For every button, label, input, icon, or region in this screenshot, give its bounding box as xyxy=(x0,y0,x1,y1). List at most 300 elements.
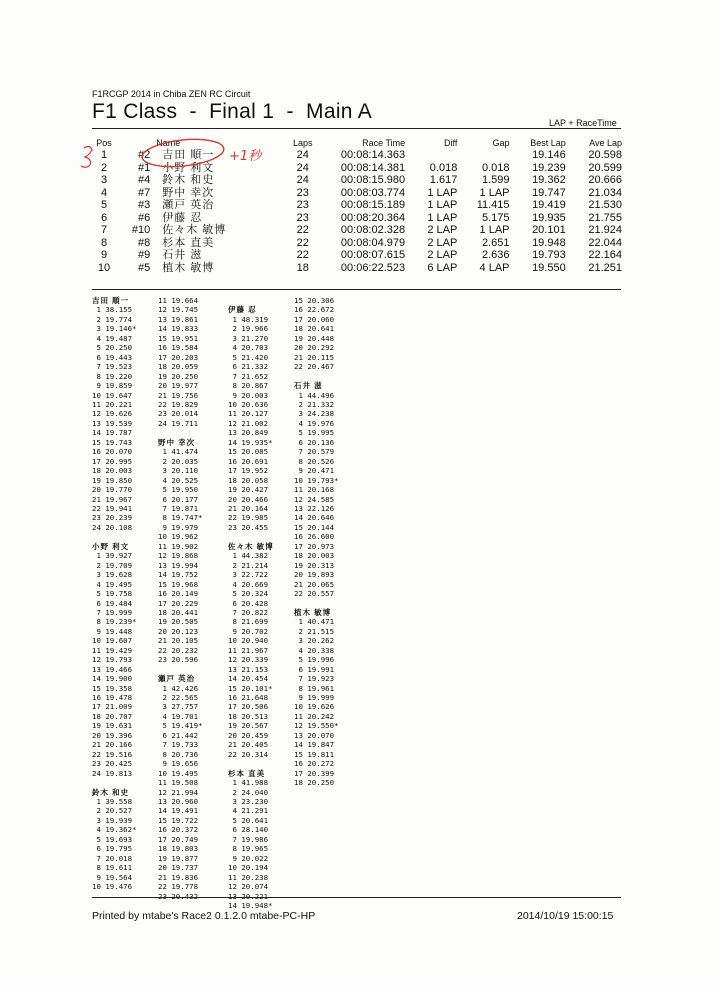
lap-time-row: 20 20.292 xyxy=(294,343,335,353)
lap-time-row: 7 20.822 xyxy=(228,607,269,617)
lap-time-row: 3 24.238 xyxy=(294,409,335,419)
result-laps-cell: 24 xyxy=(296,174,309,187)
lap-time-row: 3 19.146* xyxy=(92,324,137,334)
lap-time-row: 1 38.155 xyxy=(92,305,133,315)
lap-time-row: 11 20.221 xyxy=(92,399,133,409)
driver-lap-block xyxy=(294,599,339,788)
lap-time-row: 14 19.900 xyxy=(92,674,133,684)
printed-at: 2014/10/19 15:00:15 xyxy=(517,910,614,922)
results-table xyxy=(92,137,622,274)
lap-time-row: 2 19.966 xyxy=(228,324,269,334)
lap-time-row: 14 19.787 xyxy=(92,428,133,438)
result-ave-cell: 20.598 xyxy=(588,149,622,162)
result-row xyxy=(92,262,622,275)
result-ave-cell: 20.599 xyxy=(588,161,622,174)
result-best-cell: 19.362 xyxy=(532,174,566,187)
driver-name: 瀬戸 英治 xyxy=(158,674,196,684)
lap-time-row: 7 19.999 xyxy=(92,607,133,617)
lap-time-row: 14 19.948* xyxy=(228,901,273,910)
result-pos-cell: 1 xyxy=(100,149,108,162)
lap-time-row: 9 20.702 xyxy=(228,626,269,636)
lap-column xyxy=(228,296,274,910)
result-diff-cell: 0.018 xyxy=(429,161,458,174)
results-header-row xyxy=(92,137,622,149)
result-diff-cell: 1.617 xyxy=(429,174,458,187)
col-header-name: Name xyxy=(156,138,181,148)
result-best-cell: 19.948 xyxy=(532,236,566,249)
result-name-cell: 吉田 順一 xyxy=(162,149,215,162)
lap-time-row: 2 21.214 xyxy=(228,560,269,570)
lap-time-row: 11 19.664 xyxy=(158,296,199,305)
lap-time-row: 15 19.951 xyxy=(158,333,199,343)
lap-time-row: 2 20.527 xyxy=(92,806,133,816)
lap-time-row: 2 21.332 xyxy=(294,399,335,409)
lap-time-row: 15 19.811 xyxy=(294,749,335,759)
result-laps-cell: 24 xyxy=(296,149,309,162)
lap-time-row: 1 41.474 xyxy=(158,447,199,457)
lap-time-row: 2 19.709 xyxy=(92,560,133,570)
result-diff-cell: 2 LAP xyxy=(427,224,458,237)
lap-time-row: 13 20.221 xyxy=(228,891,269,901)
lap-time-row: 17 20.995 xyxy=(92,456,133,466)
lap-time-row: 14 19.847 xyxy=(294,740,335,750)
result-name-cell: 石井 滋 xyxy=(162,249,203,262)
lap-time-row: 1 42.426 xyxy=(158,683,199,693)
lap-time-row: 11 20.242 xyxy=(294,711,335,721)
lap-time-row: 13 20.960 xyxy=(158,797,199,807)
lap-time-row: 7 20.579 xyxy=(294,447,335,457)
lap-time-row: 18 20.003 xyxy=(294,551,335,561)
lap-time-row: 20 20.459 xyxy=(228,730,269,740)
lap-time-row: 24 19.711 xyxy=(158,418,199,428)
col-header-best-lap: Best Lap xyxy=(530,138,566,148)
result-car-cell: #1 xyxy=(137,161,151,174)
result-pos-cell: 3 xyxy=(100,174,108,187)
result-name-cell: 植木 敏博 xyxy=(162,261,215,274)
lap-time-row: 21 20.164 xyxy=(228,503,269,513)
lap-time-row: 13 21.153 xyxy=(228,664,269,674)
result-gap-cell: 11.415 xyxy=(476,199,510,212)
result-time-cell: 00:08:15.980 xyxy=(340,174,406,187)
driver-lap-block xyxy=(158,665,203,901)
lap-time-row: 1 39.558 xyxy=(92,797,133,807)
lap-time-row: 16 26.600 xyxy=(294,532,335,542)
lap-time-row: 11 19.429 xyxy=(92,645,133,655)
result-gap-cell: 0.018 xyxy=(481,161,510,174)
result-best-cell: 19.550 xyxy=(532,261,566,274)
lap-time-row: 22 20.557 xyxy=(294,589,335,599)
lap-time-row: 20 19.893 xyxy=(294,570,335,580)
lap-time-row: 12 19.626 xyxy=(92,409,133,419)
col-header-race-time: Race Time xyxy=(362,138,406,148)
lap-time-row: 13 19.539 xyxy=(92,418,133,428)
lap-time-row: 19 20.567 xyxy=(228,721,269,731)
driver-lap-block xyxy=(92,532,137,778)
lap-time-row: 18 20.441 xyxy=(158,607,199,617)
driver-lap-block xyxy=(158,296,203,428)
lap-time-row: 6 21.442 xyxy=(158,730,199,740)
lap-time-row: 3 27.757 xyxy=(158,702,199,712)
lap-time-row: 12 20.074 xyxy=(228,882,269,892)
result-ave-cell: 21.251 xyxy=(588,261,622,274)
handwritten-plus-one-second: +1秒 xyxy=(229,149,262,164)
lap-time-row: 23 20.596 xyxy=(158,655,199,665)
lap-time-row: 6 19.443 xyxy=(92,352,133,362)
lap-time-row: 3 22.722 xyxy=(228,570,269,580)
lap-column xyxy=(294,296,339,788)
lap-time-row: 5 19.419* xyxy=(158,721,203,731)
lap-time-row: 15 19.722 xyxy=(158,815,199,825)
result-name-cell: 鈴木 和史 xyxy=(162,174,215,187)
lap-time-row: 6 19.484 xyxy=(92,598,133,608)
lap-time-row: 9 19.999 xyxy=(294,693,335,703)
lap-time-row: 2 24.040 xyxy=(228,787,269,797)
lap-time-row: 18 20.250 xyxy=(294,778,335,788)
result-row xyxy=(92,212,622,225)
lap-time-row: 8 20.526 xyxy=(294,456,335,466)
result-diff-cell: 2 LAP xyxy=(427,249,458,262)
lap-time-row: 16 20.070 xyxy=(92,447,133,457)
lap-time-row: 4 20.525 xyxy=(158,475,199,485)
block-spacer xyxy=(294,372,339,381)
lap-time-row: 9 19.564 xyxy=(92,872,133,882)
lap-time-row: 11 20.238 xyxy=(228,872,269,882)
lap-time-row: 23 20.239 xyxy=(92,513,133,523)
lap-time-row: 1 44.496 xyxy=(294,390,335,400)
driver-name: 小野 利文 xyxy=(92,541,130,551)
lap-column xyxy=(158,296,203,901)
result-row xyxy=(92,187,622,200)
lap-time-row: 17 20.060 xyxy=(294,314,335,324)
lap-time-row: 24 20.108 xyxy=(92,522,133,532)
lap-time-row: 13 22.126 xyxy=(294,503,335,513)
lap-time-row: 14 19.833 xyxy=(158,324,199,334)
printed-by: Printed by mtabe's Race2 0.1.2.0 mtabe-PC-HP xyxy=(92,910,316,922)
result-name-cell: 佐々木 敏博 xyxy=(162,224,227,237)
lap-time-row: 4 19.487 xyxy=(92,333,133,343)
result-car-cell: #9 xyxy=(137,249,151,262)
result-time-cell: 00:08:04.979 xyxy=(340,236,406,249)
lap-time-row: 2 22.565 xyxy=(158,693,199,703)
results-rule xyxy=(92,289,621,290)
result-row xyxy=(92,249,622,262)
lap-time-row: 22 20.467 xyxy=(294,362,335,372)
result-gap-cell xyxy=(457,149,509,162)
driver-name: 植木 敏博 xyxy=(294,607,332,617)
result-ave-cell: 21.034 xyxy=(588,186,622,199)
driver-name: 野中 幸次 xyxy=(158,437,196,447)
lap-time-row: 12 20.339 xyxy=(228,655,269,665)
lap-time-row: 3 20.262 xyxy=(294,636,335,646)
lap-time-row: 8 19.747* xyxy=(158,513,203,523)
driver-lap-block xyxy=(228,532,274,759)
result-pos-cell: 10 xyxy=(97,261,111,274)
driver-name: 佐々木 敏博 xyxy=(228,541,274,551)
report-subtitle: LAP + RaceTime xyxy=(549,118,617,128)
lap-time-row: 16 19.478 xyxy=(92,693,133,703)
lap-time-row: 1 48.319 xyxy=(228,314,269,324)
lap-time-row: 1 41.988 xyxy=(228,778,269,788)
lap-time-row: 16 20.272 xyxy=(294,759,335,769)
result-ave-cell: 21.924 xyxy=(588,224,622,237)
lap-time-row: 8 19.220 xyxy=(92,371,133,381)
result-diff-cell: 6 LAP xyxy=(427,261,458,274)
result-time-cell: 00:08:07.615 xyxy=(340,249,406,262)
lap-time-row: 18 20.059 xyxy=(158,362,199,372)
result-name-cell: 瀬戸 英治 xyxy=(162,199,215,212)
driver-lap-block xyxy=(92,778,137,891)
lap-time-row: 5 19.950 xyxy=(158,485,199,495)
block-spacer xyxy=(92,532,137,541)
lap-time-row: 19 20.448 xyxy=(294,333,335,343)
lap-time-row: 9 19.859 xyxy=(92,381,133,391)
result-time-cell: 00:08:20.364 xyxy=(340,211,406,224)
lap-time-row: 21 20.065 xyxy=(294,579,335,589)
lap-time-row: 13 19.466 xyxy=(92,664,133,674)
lap-time-row: 4 19.701 xyxy=(158,711,199,721)
driver-lap-block xyxy=(294,296,339,372)
lap-time-row: 12 19.868 xyxy=(158,551,199,561)
result-best-cell: 19.793 xyxy=(532,249,566,262)
lap-time-row: 5 20.324 xyxy=(228,589,269,599)
result-time-cell: 00:08:14.363 xyxy=(340,149,406,162)
lap-time-row: 2 21.515 xyxy=(294,626,335,636)
lap-time-row: 3 19.628 xyxy=(92,570,133,580)
lap-time-row: 22 19.829 xyxy=(158,399,199,409)
lap-time-row: 17 20.749 xyxy=(158,834,199,844)
result-time-cell: 00:08:14.381 xyxy=(340,161,406,174)
lap-time-row: 21 19.756 xyxy=(158,390,199,400)
lap-time-row: 21 19.967 xyxy=(92,494,133,504)
lap-time-row: 18 20.641 xyxy=(294,324,335,334)
result-car-cell: #5 xyxy=(137,261,151,274)
lap-time-row: 4 19.495 xyxy=(92,579,133,589)
lap-time-row: 11 21.967 xyxy=(228,645,269,655)
result-gap-cell: 2.651 xyxy=(481,236,510,249)
result-ave-cell: 20.666 xyxy=(588,174,622,187)
lap-time-row: 15 20.306 xyxy=(294,296,335,305)
footer-rule xyxy=(92,897,621,898)
lap-time-row: 12 19.793 xyxy=(92,655,133,665)
lap-time-row: 15 19.743 xyxy=(92,437,133,447)
page-title: F1 Class - Final 1 - Main A xyxy=(92,100,373,123)
lap-time-row: 8 19.239* xyxy=(92,617,137,627)
result-time-cell: 00:06:22.523 xyxy=(340,261,406,274)
lap-time-row: 17 19.952 xyxy=(228,466,269,476)
block-spacer xyxy=(158,428,203,437)
driver-lap-block xyxy=(294,372,339,599)
result-laps-cell: 23 xyxy=(296,186,309,199)
result-car-cell: #7 xyxy=(137,186,151,199)
lap-time-row: 4 19.976 xyxy=(294,418,335,428)
lap-time-row: 10 19.647 xyxy=(92,390,133,400)
lap-time-row: 13 19.994 xyxy=(158,560,199,570)
lap-time-row: 4 19.362* xyxy=(92,825,137,835)
lap-time-row: 13 20.849 xyxy=(228,428,269,438)
lap-time-row: 18 19.803 xyxy=(158,844,199,854)
lap-time-row: 8 19.965 xyxy=(228,844,269,854)
lap-time-row: 19 19.631 xyxy=(92,721,133,731)
result-laps-cell: 23 xyxy=(296,199,309,212)
lap-time-row: 19 19.877 xyxy=(158,853,199,863)
result-pos-cell: 7 xyxy=(100,224,108,237)
lap-time-row: 6 20.177 xyxy=(158,494,199,504)
result-time-cell: 00:08:15.189 xyxy=(340,199,406,212)
block-spacer xyxy=(92,778,137,787)
lap-time-row: 20 20.466 xyxy=(228,494,269,504)
lap-time-row: 14 20.646 xyxy=(294,513,335,523)
result-row xyxy=(92,199,622,212)
lap-time-row: 3 21.270 xyxy=(228,333,269,343)
lap-time-row: 7 19.923 xyxy=(294,674,335,684)
lap-time-row: 5 19.996 xyxy=(294,655,335,665)
lap-time-row: 10 20.940 xyxy=(228,636,269,646)
lap-time-row: 24 19.813 xyxy=(92,768,133,778)
result-gap-cell: 5.175 xyxy=(481,211,510,224)
result-row xyxy=(92,224,622,237)
result-car-cell: #8 xyxy=(137,236,151,249)
lap-time-row: 1 40.471 xyxy=(294,617,335,627)
driver-lap-block xyxy=(158,428,203,664)
lap-time-row: 9 20.022 xyxy=(228,853,269,863)
lap-time-row: 15 20.085 xyxy=(228,447,269,457)
lap-time-row: 13 19.861 xyxy=(158,314,199,324)
lap-time-row: 7 19.871 xyxy=(158,503,199,513)
block-spacer xyxy=(294,599,339,608)
result-row xyxy=(92,174,622,187)
col-header-car xyxy=(116,137,154,149)
lap-time-row: 12 21.994 xyxy=(158,787,199,797)
lap-time-row: 22 20.314 xyxy=(228,749,269,759)
result-laps-cell: 24 xyxy=(296,161,309,174)
event-name: F1RCGP 2014 in Chiba ZEN RC Circuit xyxy=(92,89,251,99)
lap-time-row: 12 19.745 xyxy=(158,305,199,315)
result-car-cell: #10 xyxy=(131,224,151,237)
result-diff-cell: 2 LAP xyxy=(427,236,458,249)
result-laps-cell: 22 xyxy=(296,249,309,262)
lap-time-row: 22 20.232 xyxy=(158,645,199,655)
lap-time-row: 10 20.194 xyxy=(228,863,269,873)
lap-time-row: 6 20.136 xyxy=(294,437,335,447)
result-laps-cell: 23 xyxy=(296,211,309,224)
result-gap-cell: 2.636 xyxy=(481,249,510,262)
col-header-gap: Gap xyxy=(492,138,510,148)
lap-time-row: 2 19.774 xyxy=(92,314,133,324)
lap-time-row: 7 19.986 xyxy=(228,834,269,844)
lap-time-row: 22 19.778 xyxy=(158,882,199,892)
lap-time-row: 9 19.656 xyxy=(158,759,199,769)
results-body xyxy=(92,149,622,274)
lap-time-row: 8 19.961 xyxy=(294,683,335,693)
lap-time-row: 15 20.101* xyxy=(228,683,273,693)
lap-time-row: 19 20.313 xyxy=(294,560,335,570)
lap-time-row: 11 19.902 xyxy=(158,541,199,551)
lap-time-row: 1 44.382 xyxy=(228,551,269,561)
result-diff-cell: 1 LAP xyxy=(427,186,458,199)
lap-time-row: 3 20.110 xyxy=(158,466,199,476)
lap-time-row: 6 19.795 xyxy=(92,844,133,854)
lap-time-row: 21 20.405 xyxy=(228,740,269,750)
lap-time-row: 10 19.626 xyxy=(294,702,335,712)
lap-time-row: 21 19.836 xyxy=(158,872,199,882)
lap-time-row: 22 19.985 xyxy=(228,513,269,523)
circled-pos-mark xyxy=(81,146,92,167)
lap-time-row: 15 19.358 xyxy=(92,683,133,693)
result-row xyxy=(92,162,622,175)
result-pos-cell: 9 xyxy=(100,249,108,262)
lap-time-row: 17 21.009 xyxy=(92,702,133,712)
header-rule xyxy=(92,128,621,129)
lap-time-row: 12 19.550* xyxy=(294,721,339,731)
result-pos-cell: 8 xyxy=(100,236,108,249)
result-name-cell: 小野 利文 xyxy=(162,161,215,174)
driver-name: 吉田 順一 xyxy=(92,296,130,305)
driver-name: 鈴木 和史 xyxy=(92,787,130,797)
lap-time-row: 17 20.229 xyxy=(158,598,199,608)
lap-time-row: 16 20.372 xyxy=(158,825,199,835)
lap-time-row: 7 19.733 xyxy=(158,740,199,750)
lap-time-row: 21 20.115 xyxy=(294,352,335,362)
lap-time-row: 2 20.035 xyxy=(158,456,199,466)
result-gap-cell: 1 LAP xyxy=(479,224,510,237)
lap-time-row: 20 20.123 xyxy=(158,626,199,636)
lap-time-row: 19 20.250 xyxy=(158,371,199,381)
driver-name: 伊藤 忍 xyxy=(228,305,257,315)
result-name-cell: 伊藤 忍 xyxy=(162,211,203,224)
lap-time-row: 23 20.455 xyxy=(228,522,269,532)
lap-time-row: 19 19.850 xyxy=(92,475,133,485)
lap-time-row: 4 20.703 xyxy=(228,343,269,353)
result-name-cell: 野中 幸次 xyxy=(162,186,215,199)
result-pos-cell: 4 xyxy=(100,186,108,199)
col-header-diff: Diff xyxy=(443,138,458,148)
lap-time-row: 7 19.523 xyxy=(92,362,133,372)
lap-time-row: 8 19.611 xyxy=(92,863,133,873)
lap-time-row: 18 20.707 xyxy=(92,711,133,721)
lap-time-row: 14 19.752 xyxy=(158,570,199,580)
lap-time-row: 5 19.693 xyxy=(92,834,133,844)
lap-time-row: 5 20.250 xyxy=(92,343,133,353)
result-best-cell: 19.419 xyxy=(532,199,566,212)
result-ave-cell: 22.044 xyxy=(588,236,622,249)
result-pos-cell: 2 xyxy=(100,161,108,174)
lap-time-row: 23 20.432 xyxy=(158,891,199,901)
result-laps-cell: 22 xyxy=(296,236,309,249)
lap-time-row: 10 19.793* xyxy=(294,475,339,485)
result-diff-cell: 1 LAP xyxy=(427,211,458,224)
result-time-cell: 00:08:03.774 xyxy=(340,186,406,199)
lap-time-row: 5 21.420 xyxy=(228,352,269,362)
result-laps-cell: 18 xyxy=(296,261,309,274)
lap-time-row: 8 20.867 xyxy=(228,381,269,391)
lap-time-row: 4 21.291 xyxy=(228,806,269,816)
lap-time-row: 9 20.003 xyxy=(228,390,269,400)
lap-time-row: 8 20.736 xyxy=(158,749,199,759)
lap-time-row: 23 20.425 xyxy=(92,759,133,769)
result-row xyxy=(92,149,622,162)
lap-time-row: 19 20.505 xyxy=(158,617,199,627)
lap-time-row: 12 24.585 xyxy=(294,494,335,504)
lap-time-row: 18 20.003 xyxy=(92,466,133,476)
lap-time-row: 3 23.230 xyxy=(228,797,269,807)
lap-time-row: 17 20.506 xyxy=(228,702,269,712)
lap-time-row: 4 20.338 xyxy=(294,645,335,655)
lap-time-row: 16 19.584 xyxy=(158,343,199,353)
driver-lap-block xyxy=(92,296,137,532)
lap-time-row: 6 20.428 xyxy=(228,598,269,608)
lap-time-row: 16 20.149 xyxy=(158,589,199,599)
lap-time-row: 12 21.002 xyxy=(228,418,269,428)
